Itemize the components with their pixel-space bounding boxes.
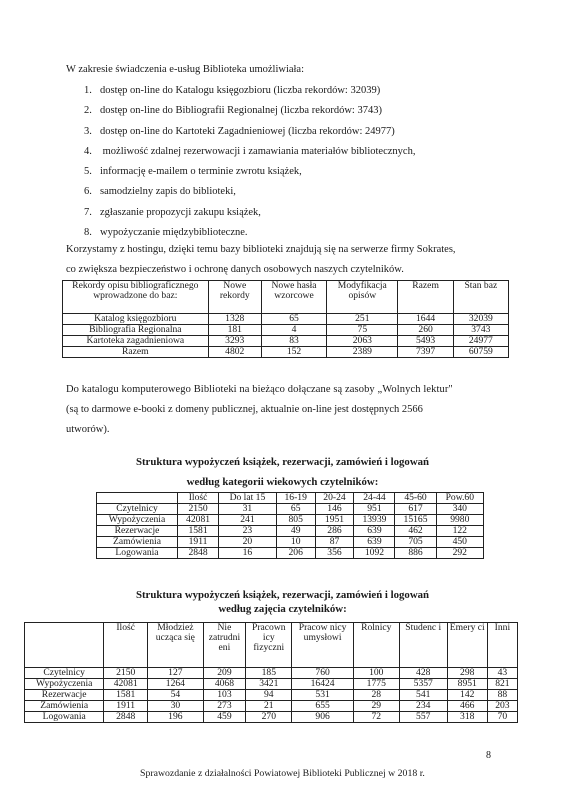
age-table-caption: Struktura wypożyczeń książek, rezerwacji, zamówień i logowań według kategorii wiekowych czytelników:	[135, 456, 430, 488]
table-header: Inni	[487, 623, 517, 668]
table-row	[25, 701, 518, 712]
table-header: 24-44	[354, 493, 395, 504]
table-cell: 83	[261, 336, 326, 347]
list-item: 1. dostęp on-line do Katalogu księgozbioru (liczba rekordów: 32039)	[84, 85, 381, 96]
table-header: 45-60	[395, 493, 436, 504]
table-row	[25, 668, 518, 679]
table-cell: 655	[292, 701, 353, 712]
table-header: Nowe rekordy	[208, 281, 261, 314]
table-cell: 43	[487, 668, 517, 679]
table-cell: 24977	[453, 336, 508, 347]
table-cell: 2063	[327, 336, 398, 347]
table-cell: 3421	[246, 679, 292, 690]
table-cell: 10	[276, 537, 315, 548]
table-cell: 273	[203, 701, 245, 712]
page-footer: Sprawozdanie z działalności Powiatowej Biblioteki Publicznej w 2018 r.	[140, 768, 425, 779]
table-cell: 181	[208, 325, 261, 336]
table-cell: 340	[436, 504, 483, 515]
table-header: Studenc i	[399, 623, 447, 668]
table-cell: 318	[447, 712, 487, 723]
table-cell: 16424	[292, 679, 353, 690]
table-cell: 531	[292, 690, 353, 701]
table-header: Nie zatrudni eni	[203, 623, 245, 668]
table-cell: 100	[353, 668, 399, 679]
list-item: 3. dostęp on-line do Kartoteki Zagadnieniowej (liczba rekordów: 24977)	[84, 125, 395, 137]
list-item: 7. zgłaszanie propozycji zakupu książek,	[84, 206, 261, 218]
table-cell: 705	[395, 537, 436, 548]
table-cell: 7397	[398, 347, 453, 358]
table-cell: Czytelnicy	[97, 504, 178, 515]
table-cell: 42081	[104, 679, 148, 690]
table-cell: Zamówienia	[97, 537, 178, 548]
table-header: Razem	[398, 281, 453, 314]
table-cell: 72	[353, 712, 399, 723]
table-cell: 30	[148, 701, 204, 712]
table-cell: 28	[353, 690, 399, 701]
list-item: 6. samodzielny zapis do biblioteki,	[84, 186, 236, 198]
table-cell: 3293	[208, 336, 261, 347]
table-cell: Wypożyczenia	[25, 679, 104, 690]
table-cell: 1911	[104, 701, 148, 712]
table-cell: 88	[487, 690, 517, 701]
table-cell: 65	[261, 314, 326, 325]
table-cell: 2848	[104, 712, 148, 723]
table-cell: 639	[354, 537, 395, 548]
table-cell: 2150	[178, 504, 219, 515]
table-cell: 87	[315, 537, 354, 548]
table-cell: 1775	[353, 679, 399, 690]
table-cell: 292	[436, 548, 483, 559]
table-cell: 4802	[208, 347, 261, 358]
table-cell: 203	[487, 701, 517, 712]
table-cell: 32039	[453, 314, 508, 325]
table-cell: 2150	[104, 668, 148, 679]
list-item: 4. możliwość zdalnej rezerwowacji i zamawiania materiałów bibliotecznych,	[84, 145, 416, 157]
table-cell: 1264	[148, 679, 204, 690]
table-cell: 127	[148, 668, 204, 679]
table-cell: Zamówienia	[25, 701, 104, 712]
table-cell: 251	[327, 314, 398, 325]
table-cell: 1644	[398, 314, 453, 325]
table-row	[97, 548, 484, 559]
table-cell: Logowania	[97, 548, 178, 559]
table-cell: 234	[399, 701, 447, 712]
table-cell: 1911	[178, 537, 219, 548]
table-cell: 23	[219, 526, 277, 537]
occupation-table	[24, 622, 518, 723]
table-row	[97, 515, 484, 526]
table-header: Pracow nicy umysłowi	[292, 623, 353, 668]
table-cell: 122	[436, 526, 483, 537]
table-cell: 152	[261, 347, 326, 358]
table-header	[25, 623, 104, 668]
table-cell: 286	[315, 526, 354, 537]
table-cell: 65	[276, 504, 315, 515]
list-item: 5. informację e-mailem o terminie zwrotu książek,	[84, 166, 302, 178]
table-cell: 15165	[395, 515, 436, 526]
table-row	[63, 325, 509, 336]
table-row	[25, 712, 518, 723]
table-row	[63, 347, 509, 358]
table-header: Młodzież ucząca się	[148, 623, 204, 668]
table-header: Nowe hasła wzorcowe	[261, 281, 326, 314]
table-cell: 94	[246, 690, 292, 701]
table-cell: 21	[246, 701, 292, 712]
table-cell: 54	[148, 690, 204, 701]
table-row	[25, 679, 518, 690]
table-cell: Katalog księgozbioru	[63, 314, 209, 325]
page-number: 8	[486, 750, 491, 761]
table-header: 20-24	[315, 493, 354, 504]
table-header: Emery ci	[447, 623, 487, 668]
table-cell: 20	[219, 537, 277, 548]
list-item: 2. dostęp on-line do Bibliografii Regionalnej (liczba rekordów: 3743)	[84, 105, 382, 117]
table-header: Pracown icy fizyczni	[246, 623, 292, 668]
table-cell: 8951	[447, 679, 487, 690]
table-cell: 462	[395, 526, 436, 537]
table-cell: 196	[148, 712, 204, 723]
table-cell: 906	[292, 712, 353, 723]
table-cell: 617	[395, 504, 436, 515]
table-header: Do lat 15	[219, 493, 277, 504]
table-cell: 270	[246, 712, 292, 723]
table-header: Ilość	[178, 493, 219, 504]
table-cell: 209	[203, 668, 245, 679]
table-header: Pow.60	[436, 493, 483, 504]
table-cell: 821	[487, 679, 517, 690]
table-cell: 142	[447, 690, 487, 701]
table-row	[63, 314, 509, 325]
table-cell: 1581	[178, 526, 219, 537]
table-cell: 886	[395, 548, 436, 559]
table-cell: Rezerwacje	[25, 690, 104, 701]
table-row	[97, 526, 484, 537]
table-cell: 60759	[453, 347, 508, 358]
table-cell: 5357	[399, 679, 447, 690]
table-cell: Czytelnicy	[25, 668, 104, 679]
table-cell: 2389	[327, 347, 398, 358]
occupation-table-caption: Struktura wypożyczeń książek, rezerwacji, zamówień i logowań według zajęcia czytelników:	[135, 589, 430, 615]
table-cell: 260	[398, 325, 453, 336]
table-header: Stan baz	[453, 281, 508, 314]
table-cell: 9980	[436, 515, 483, 526]
table-header: 16-19	[276, 493, 315, 504]
table-cell: 428	[399, 668, 447, 679]
table-row	[25, 690, 518, 701]
table-header: Rekordy opisu bibliograficznego wprowadzone do baz:	[63, 281, 209, 314]
table-cell: 13939	[354, 515, 395, 526]
table-header: Rolnicy	[353, 623, 399, 668]
table-cell: 185	[246, 668, 292, 679]
table-cell: 70	[487, 712, 517, 723]
table-header: Ilość	[104, 623, 148, 668]
table-cell: 466	[447, 701, 487, 712]
hosting-paragraph: Korzystamy z hostingu, dzięki temu bazy biblioteki znajdują się na serwerze firmy Sokrates, co zwiększa bezpieczeństwo i ochronę danych osobowych naszych czytelników.	[66, 244, 456, 275]
table-cell: Bibliografia Regionalna	[63, 325, 209, 336]
list-item: 8. wypożyczanie międzybiblioteczne.	[84, 227, 248, 239]
table-cell: 1092	[354, 548, 395, 559]
table-cell: 951	[354, 504, 395, 515]
table-cell: 459	[203, 712, 245, 723]
table-cell: 29	[353, 701, 399, 712]
table-cell: Razem	[63, 347, 209, 358]
table-cell: 49	[276, 526, 315, 537]
table-cell: 146	[315, 504, 354, 515]
table-cell: 4	[261, 325, 326, 336]
table-cell: 1581	[104, 690, 148, 701]
table-cell: 5493	[398, 336, 453, 347]
table-row	[97, 504, 484, 515]
table-cell: 16	[219, 548, 277, 559]
table-row	[97, 537, 484, 548]
table-cell: Kartoteka zagadnieniowa	[63, 336, 209, 347]
records-table	[62, 280, 509, 358]
table-cell: 42081	[178, 515, 219, 526]
age-table	[96, 492, 484, 559]
catalog-paragraph: Do katalogu komputerowego Biblioteki na bieżąco dołączane są zasoby „Wolnych lektur" (są to darmowe e-booki z domeny publicznej, aktualnie on-line jest dostępnych 2566 utworów).	[66, 384, 453, 435]
table-cell: 541	[399, 690, 447, 701]
table-cell: 450	[436, 537, 483, 548]
intro-text: W zakresie świadczenia e-usług Biblioteka umożliwiała:	[66, 64, 305, 75]
table-cell: 639	[354, 526, 395, 537]
table-row	[63, 336, 509, 347]
table-cell: 4068	[203, 679, 245, 690]
table-header	[97, 493, 178, 504]
table-cell: 2848	[178, 548, 219, 559]
table-cell: 241	[219, 515, 277, 526]
table-cell: 206	[276, 548, 315, 559]
table-cell: 31	[219, 504, 277, 515]
table-cell: Rezerwacje	[97, 526, 178, 537]
table-cell: 103	[203, 690, 245, 701]
table-cell: Logowania	[25, 712, 104, 723]
table-cell: 3743	[453, 325, 508, 336]
table-cell: 75	[327, 325, 398, 336]
table-cell: 298	[447, 668, 487, 679]
table-header: Modyfikacja opisów	[327, 281, 398, 314]
table-cell: 805	[276, 515, 315, 526]
table-cell: 1951	[315, 515, 354, 526]
table-cell: 356	[315, 548, 354, 559]
services-list	[84, 84, 415, 246]
table-cell: 1328	[208, 314, 261, 325]
table-cell: 760	[292, 668, 353, 679]
table-cell: Wypożyczenia	[97, 515, 178, 526]
table-cell: 557	[399, 712, 447, 723]
